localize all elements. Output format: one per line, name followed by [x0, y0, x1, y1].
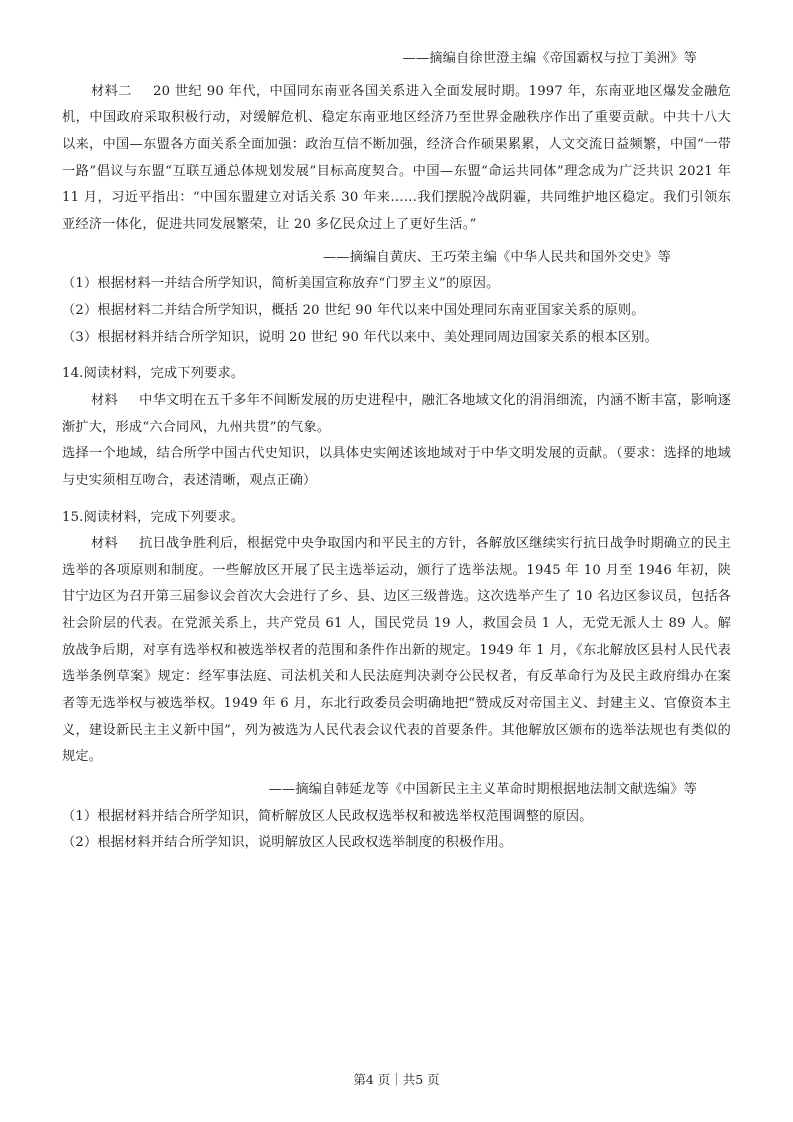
item-14-material	[62, 388, 731, 441]
material-two-text: 20 世纪 90 年代，中国同东南亚各国关系进入全面发展时期。1997 年，东南亚地区爆发金融危机，中国政府采取积极行动，对缓解危机、稳定东南亚地区经济乃至世界金融秩序作出了重要贡献。中共十八大以来，中国—东盟各方面关系全面加强：政治互信不断加强，经济合作硕果累累，人文交流日益频繁，中国“一带一路”倡议与东盟“互联互通总体规划发展”目标高度契合。中国—东盟“命运共同体”理念成为广泛共识 2021 年 11 月，习近平指出：“中国东盟建立对话关系 30 年来……我们摆脱冷战阴霾，共同维护地区稳定。我们引领东亚经济一体化，促进共同发展繁荣，让 20 多亿民众过上了更好生活。”	[62, 83, 731, 232]
question-13-2: （2）根据材料二并结合所学知识，概括 20 世纪 90 年代以来中国处理同东南亚国家关系的原则。	[62, 302, 645, 318]
question-13-1: （1）根据材料一并结合所学知识，简析美国宣称放弃“门罗主义”的原因。	[62, 276, 500, 292]
material-two-paragraph	[62, 79, 731, 239]
item-14-stem-text: 阅读材料，完成下列要求。	[83, 366, 245, 382]
item-15-stem	[62, 505, 731, 532]
source-citation-two: ——摘编自黄庆、王巧荣主编《中华人民共和国外交史》等	[322, 249, 671, 265]
item-14-number: 14.	[62, 366, 84, 382]
item-14-material-text: 中华文明在五千多年不间断发展的历史进程中，融汇各地域文化的涓涓细流，内涵不断丰富，影响逐渐扩大，形成“六合同风，九州共贯”的气象。	[62, 392, 732, 435]
item-14-task: 选择一个地域，结合所学中国古代史知识，以具体史实阐述该地域对于中华文明发展的贡献。（要求：选择的地域与史实须相互吻合，表述清晰，观点正确）	[62, 446, 731, 488]
item-15-number: 15.	[62, 509, 84, 525]
item-15-source: ——摘编自韩延龙等《中国新民主主义革命时期根据地法制文献选编》等	[268, 782, 697, 798]
item-15-material	[62, 531, 731, 771]
question-13-3: （3）根据材料并结合所学知识，说明 20 世纪 90 年代以来中、美处理同周边国家关系的根本区别。	[62, 329, 659, 345]
item-15-material-text: 抗日战争胜利后，根据党中央争取国内和平民主的方针，各解放区继续实行抗日战争时期确立的民主选举的各项原则和制度。一些解放区开展了民主选举运动，颁行了选举法规。1945 年 10 月至 1946 年初，陕甘宁边区为召开第三届参议会首次大会进行了乡、县、边区三级普选。这次选举产生了 10 名边区参议员，包括各社会阶层的代表。在党派关系上，共产党员 61 人，国民党员 19 人，救国会员 1 人，无党无派人士 89 人。解放战争后期，对享有选举权和被选举权者的范围和条件作出新的规定。1949 年 1 月，《东北解放区县村人民代表选举条例草案》规定：经军事法庭、司法机关和人民法庭判决剥夺公民权者，有反革命行为及民主政府缉办在案者等无选举权与被选举权。1949 年 6 月，东北行政委员会明确地把“赞成反对帝国主义、封建主义、官僚资本主义，建设新民主主义新中国”，列为被选为人民代表会议代表的首要条件。其他解放区颁布的选举法规也有类似的规定。	[62, 536, 732, 765]
question-15-2: （2）根据材料并结合所学知识，说明解放区人民政权选举制度的积极作用。	[62, 835, 513, 851]
question-15-1: （1）根据材料并结合所学知识，简析解放区人民政权选举权和被选举权范围调整的原因。	[62, 808, 593, 824]
source-citation-top: ——摘编自徐世澄主编《帝国霸权与拉丁美洲》等	[402, 51, 697, 66]
page-footer: 第4 页｜共5 页	[353, 1072, 440, 1087]
material-two-label: 材料二	[91, 83, 132, 99]
item-15-material-label: 材料	[91, 536, 118, 552]
item-14-material-label: 材料	[91, 392, 118, 408]
item-14-stem	[62, 361, 731, 388]
item-15-stem-text: 阅读材料，完成下列要求。	[83, 509, 245, 525]
